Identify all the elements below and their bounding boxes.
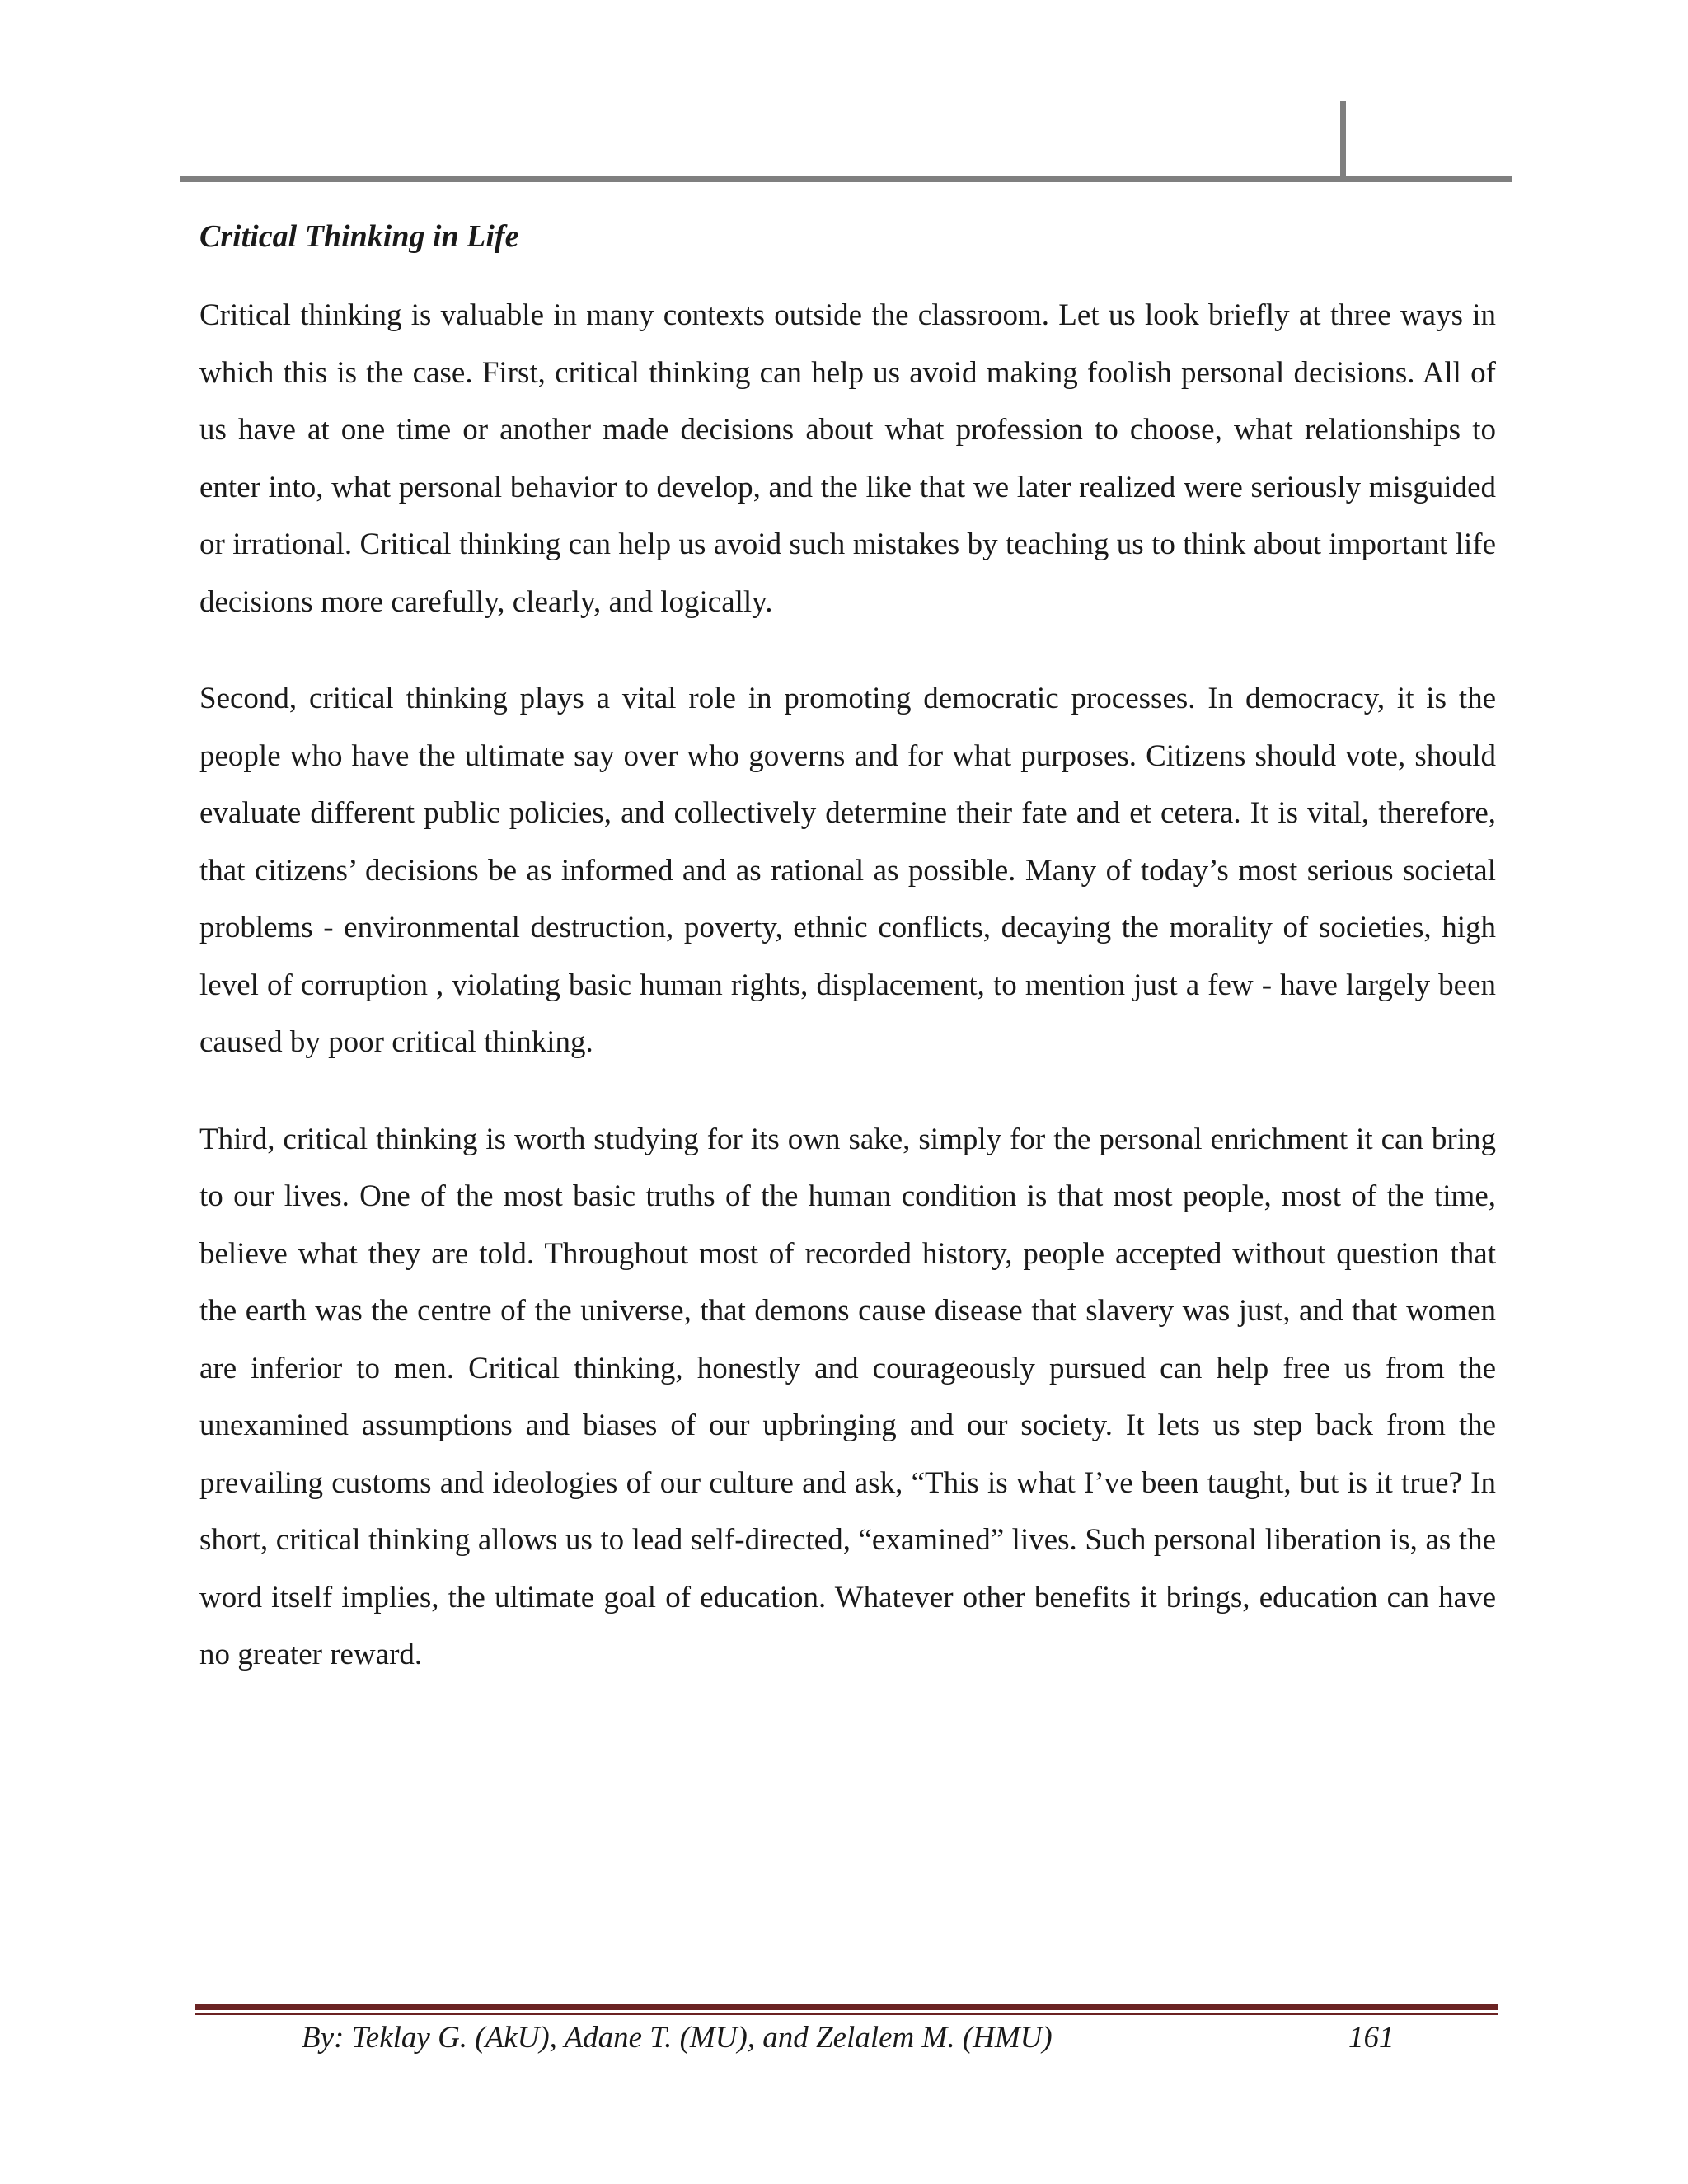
paragraph-3: Third, critical thinking is worth studying for its own sake, simply for the personal enrichment it can bring to our lives. One of the most basic truths of the human condition is that most people, most of the time, believe what they are told. Throughout most of recorded history, people accepted without question that the earth was the centre of the universe, that demons cause disease that slavery was just, and that women are inferior to men. Critical thinking, honestly and courageously pursued can help free us from the unexamined assumptions and biases of our upbringing and our society. It lets us step back from the prevailing customs and ideologies of our culture and ask, “This is what I’ve been taught, but is it true? In short, critical thinking allows us to lead self-directed, “examined” lives. Such personal liberation is, as the word itself implies, the ultimate goal of education. Whatever other benefits it brings, education can have no greater reward. (199, 1122, 1496, 1671)
footer-rule-thick (195, 2004, 1498, 2010)
footer-authors: By: Teklay G. (AkU), Adane T. (MU), and Zelalem M. (HMU) (302, 2021, 1053, 2055)
paragraph-1: Critical thinking is valuable in many contexts outside the classroom. Let us look briefly at three ways in which this is the case. First, critical thinking can help us avoid making foolish personal decisions. All of us have at one time or another made decisions about what profession to choose, what relationships to enter into, what personal behavior to develop, and the like that we later realized were seriously misguided or irrational. Critical thinking can help us avoid such mistakes by teaching us to think about important life decisions more carefully, clearly, and logically. (199, 298, 1496, 619)
footer-rule-thin (195, 2013, 1498, 2015)
header-tick (1340, 101, 1346, 180)
section-title: Critical Thinking in Life (199, 219, 519, 254)
header-rule (180, 176, 1512, 182)
page-content (199, 216, 1496, 1723)
page-number: 161 (1348, 2021, 1395, 2055)
paragraph-2: Second, critical thinking plays a vital role in promoting democratic processes. In democracy, it is the people who have the ultimate say over who governs and for what purposes. Citizens should vote, should evaluate different public policies, and collectively determine their fate and et cetera. It is vital, therefore, that citizens’ decisions be as informed and as rational as possible. Many of today’s most serious societal problems - environmental destruction, poverty, ethnic conflicts, decaying the morality of societies, high level of corruption , violating basic human rights, displacement, to mention just a few - have largely been caused by poor critical thinking. (199, 682, 1496, 1059)
